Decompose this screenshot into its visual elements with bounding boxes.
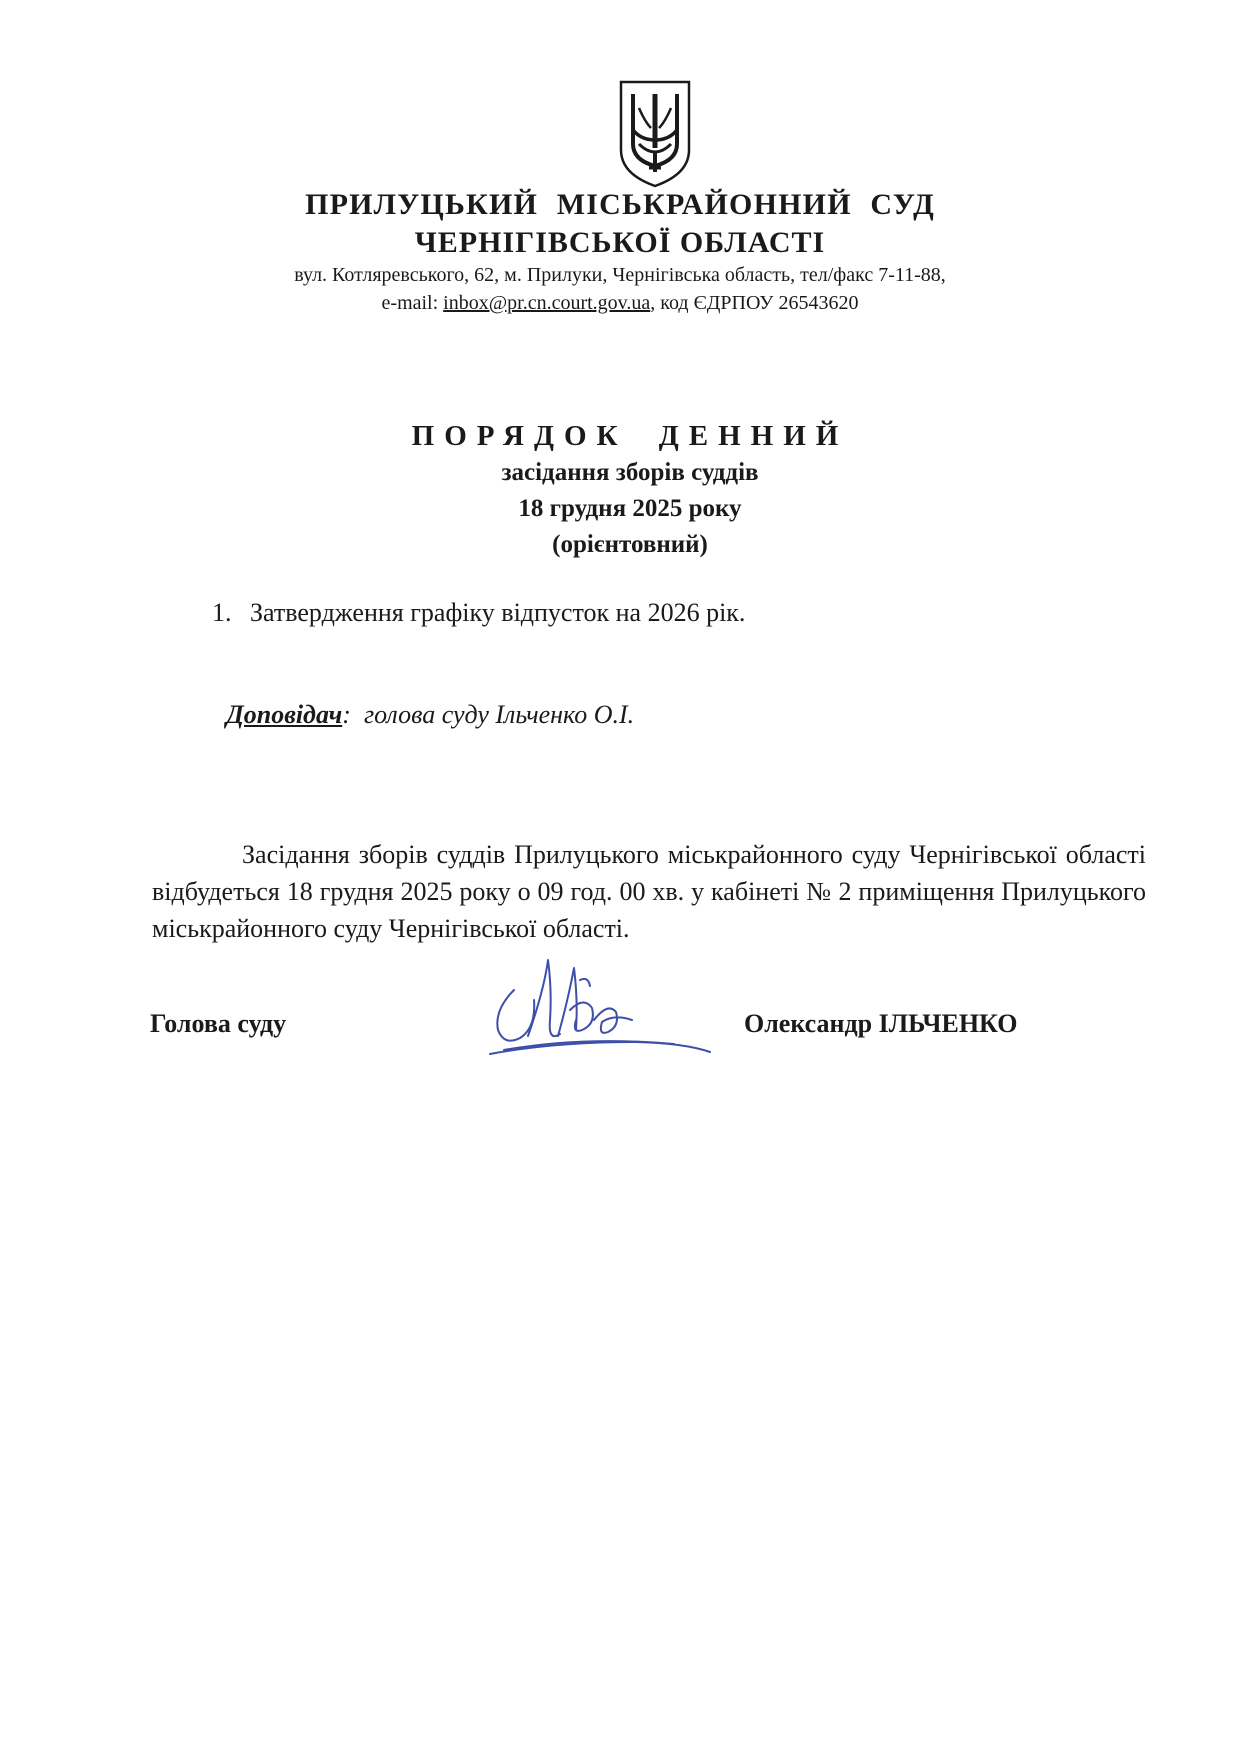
court-name-line1: ПРИЛУЦЬКИЙ МІСЬКРАЙОННИЙ СУД	[305, 188, 935, 221]
court-address: вул. Котляревського, 62, м. Прилуки, Чернігівська область, тел/факс 7-11-88,	[294, 264, 946, 286]
handwritten-signature-icon	[484, 950, 714, 1065]
agenda-subtitle-meeting: засідання зборів суддів	[501, 459, 759, 486]
speaker-colon: :	[342, 700, 351, 729]
email-label: e-mail:	[381, 292, 444, 314]
head-name: Олександр ІЛЬЧЕНКО	[744, 1009, 1018, 1038]
speaker-label: Доповідач	[226, 700, 343, 729]
agenda-subtitle-date: 18 грудня 2025 року	[518, 495, 742, 522]
court-contacts	[0, 292, 1240, 315]
agenda-item	[212, 598, 745, 628]
speaker-name: голова суду Ільченко О.І.	[363, 700, 635, 729]
trident-coat-of-arms-icon	[617, 78, 693, 190]
agenda-item-text: Затвердження графіку відпусток на 2026 рік.	[250, 598, 746, 627]
agenda-item-number: 1.	[212, 598, 232, 627]
head-position: Голова суду	[150, 1009, 287, 1038]
speaker-line	[226, 700, 634, 730]
edrpou-code: , код ЄДРПОУ 26543620	[650, 292, 859, 314]
agenda-subtitle-note: (орієнтовний)	[552, 531, 708, 558]
court-name-line2: ЧЕРНІГІВСЬКОЇ ОБЛАСТІ	[414, 226, 826, 259]
meeting-notice: Засідання зборів суддів Прилуцького міськрайонного суду Чернігівської області відбудеться 18 грудня 2025 року о 09 год. 00 хв. у кабінеті № 2 приміщення Прилуцького міськрайонного суду Чернігівської області.	[152, 840, 1146, 943]
agenda-title: ПОРЯДОК ДЕННИЙ	[411, 420, 849, 452]
email-link[interactable]: inbox@pr.cn.court.gov.ua	[443, 292, 651, 314]
